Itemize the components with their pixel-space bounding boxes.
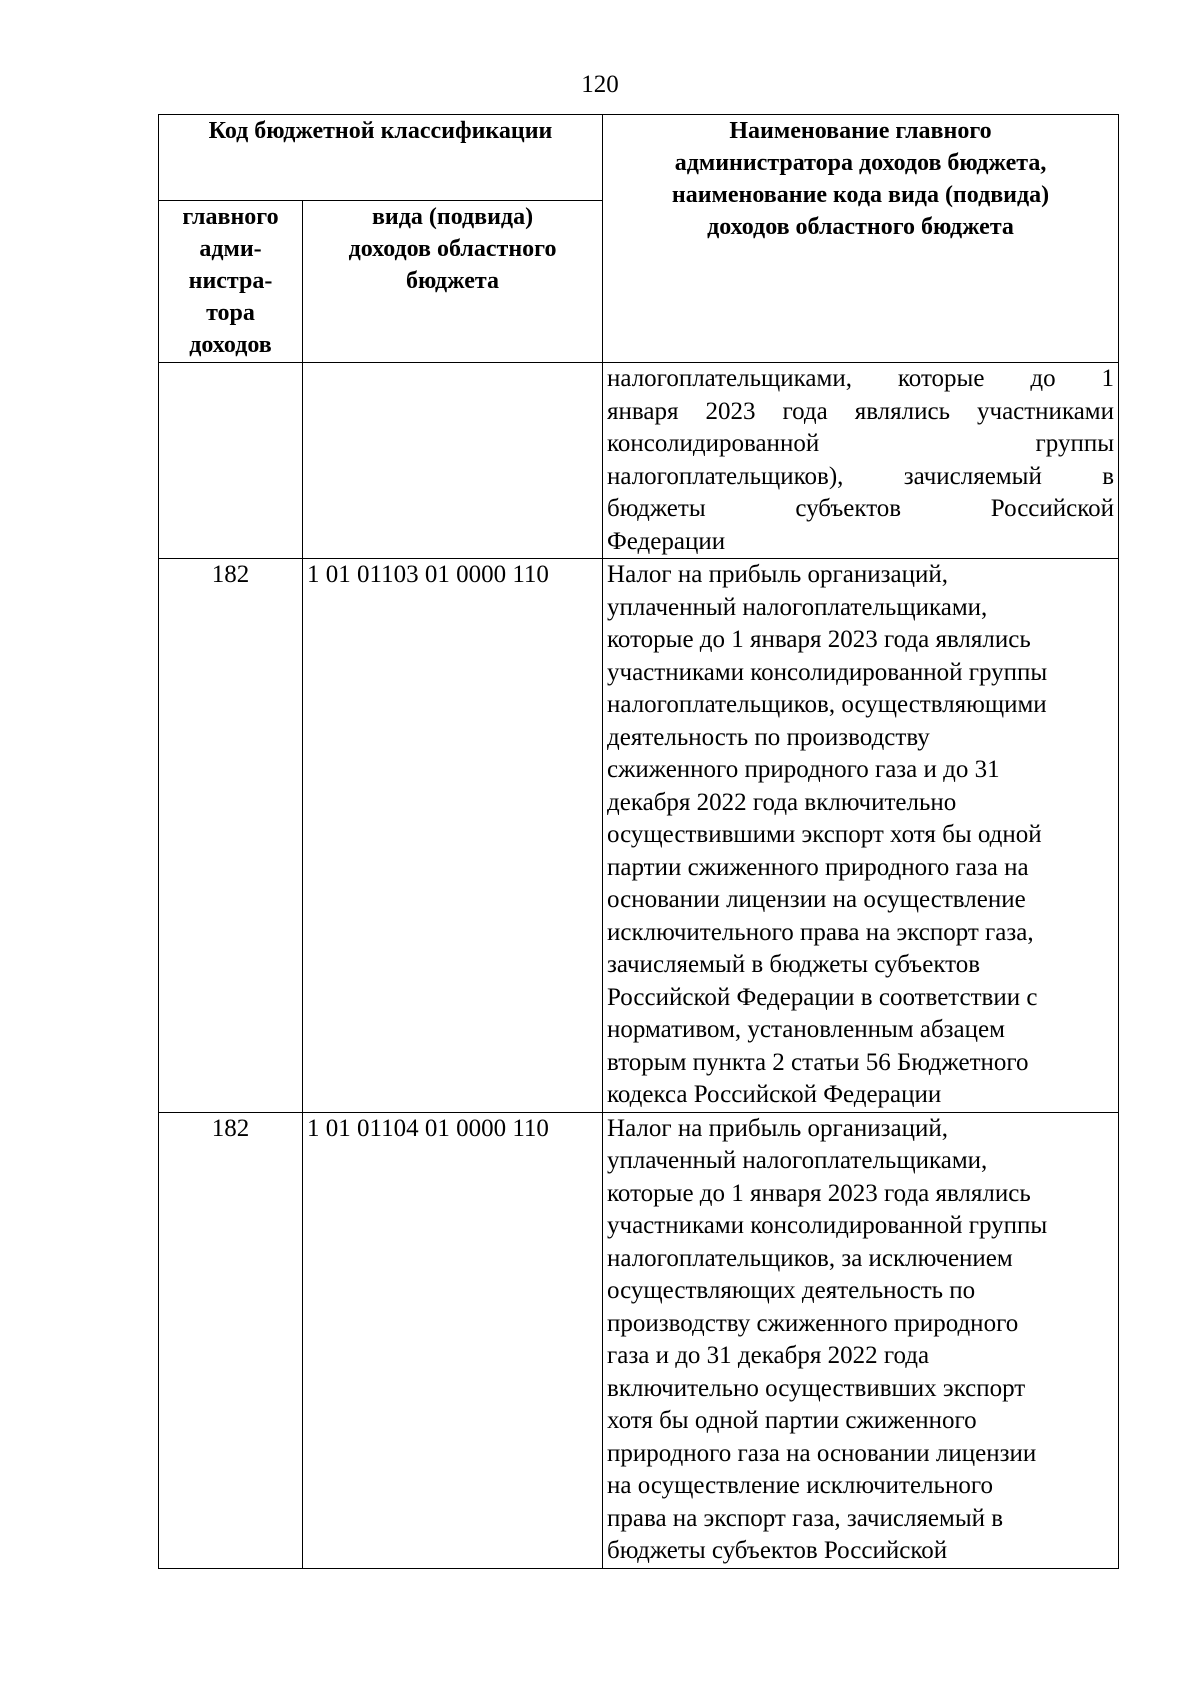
text-line: кодекса Российской Федерации <box>607 1081 942 1108</box>
text-line: основании лицензии на осуществление <box>607 886 1026 913</box>
text-line: зачисляемый в бюджеты субъектов <box>607 951 981 978</box>
text-line: деятельность по производству <box>607 723 930 751</box>
header-name-line: Наименование главного <box>729 118 992 144</box>
text-line: Российской Федерации в соответствии с <box>607 983 1038 1011</box>
text-line: природного газа на основании лицензии <box>607 1439 1037 1467</box>
text-line: сжиженного природного газа и до 31 <box>607 756 1000 783</box>
text-line: вторым пункта 2 статьи 56 Бюджетного <box>607 1048 1029 1076</box>
text-line: осуществившими экспорт хотя бы одной <box>607 821 1042 848</box>
text-line: которые до 1 января 2023 года являлись <box>607 626 1031 653</box>
header-type-line: бюджета <box>406 268 499 294</box>
header-budget-classification-code: Код бюджетной классификации <box>159 115 603 201</box>
header-admin-code-column <box>159 201 303 363</box>
header-name-line: наименование кода вида (подвида) <box>671 182 1050 208</box>
header-admin-line: доходов <box>189 332 272 358</box>
header-admin-line: адми- <box>199 236 262 262</box>
text-line: которые до 1 января 2023 года являлись <box>607 1179 1031 1207</box>
income-type-code-cell: 1 01 01104 01 0000 110 <box>303 1112 603 1568</box>
text-line: исключительного права на экспорт газа, <box>607 918 1034 946</box>
header-admin-line: нистра- <box>188 268 273 294</box>
text-line: уплаченный налогоплательщиками, <box>607 593 988 621</box>
text-line: налогоплательщиками, которые до 1 <box>607 365 1115 392</box>
header-type-line: вида (подвида) <box>371 204 534 230</box>
text-line: участниками консолидированной группы <box>607 658 1048 686</box>
text-line: налогоплательщиков, за исключением <box>607 1244 1013 1272</box>
text-line: включительно осуществивших экспорт <box>607 1374 1026 1402</box>
admin-code-cell: 182 <box>159 559 303 1113</box>
income-type-code-cell <box>303 363 603 559</box>
header-name-line: администратора доходов бюджета, <box>674 150 1047 176</box>
text-line: осуществляющих деятельность по <box>607 1277 976 1304</box>
admin-code-cell: 182 <box>159 1112 303 1568</box>
admin-code-cell <box>159 363 303 559</box>
text-line: налогоплательщиков, осуществляющими <box>607 691 1047 718</box>
text-line: бюджеты субъектов Российской <box>607 495 1115 522</box>
text-line: декабря 2022 года включительно <box>607 788 957 816</box>
header-name-column <box>603 115 1119 363</box>
income-name-cell <box>603 559 1119 1113</box>
text-line: партии сжиженного природного газа на <box>607 853 1029 881</box>
text-line: уплаченный налогоплательщиками, <box>607 1147 988 1174</box>
header-income-type-column <box>303 201 603 363</box>
income-name-cell <box>603 1112 1119 1568</box>
income-type-code-cell: 1 01 01103 01 0000 110 <box>303 559 603 1113</box>
header-admin-line: тора <box>206 300 255 326</box>
text-line: Налог на прибыль организаций, <box>607 1114 948 1142</box>
text-line: налогоплательщиков), зачисляемый в <box>607 462 1115 490</box>
text-line: консолидированной группы <box>607 430 1115 457</box>
budget-classification-table <box>158 114 1119 1569</box>
income-name-cell <box>603 363 1119 559</box>
text-line: нормативом, установленным абзацем <box>607 1016 1005 1043</box>
table-row <box>159 559 1119 1113</box>
text-line: Налог на прибыль организаций, <box>607 561 948 588</box>
header-name-line: доходов областного бюджета <box>707 214 1014 240</box>
text-line: на осуществление исключительного <box>607 1472 993 1499</box>
text-line: января 2023 года являлись участниками <box>607 397 1115 425</box>
text-line: газа и до 31 декабря 2022 года <box>607 1342 930 1369</box>
text-line: участниками консолидированной группы <box>607 1212 1048 1239</box>
text-line: права на экспорт газа, зачисляемый в <box>607 1504 1004 1532</box>
text-line: производству сжиженного природного <box>607 1309 1019 1337</box>
table-row <box>159 1112 1119 1568</box>
header-type-line: доходов областного <box>348 236 557 262</box>
text-line: хотя бы одной партии сжиженного <box>607 1407 977 1434</box>
page-number: 120 <box>581 71 619 98</box>
header-admin-line: главного <box>182 204 279 230</box>
text-line: Федерации <box>607 527 726 555</box>
table-row <box>159 363 1119 559</box>
text-line: бюджеты субъектов Российской <box>607 1537 948 1564</box>
